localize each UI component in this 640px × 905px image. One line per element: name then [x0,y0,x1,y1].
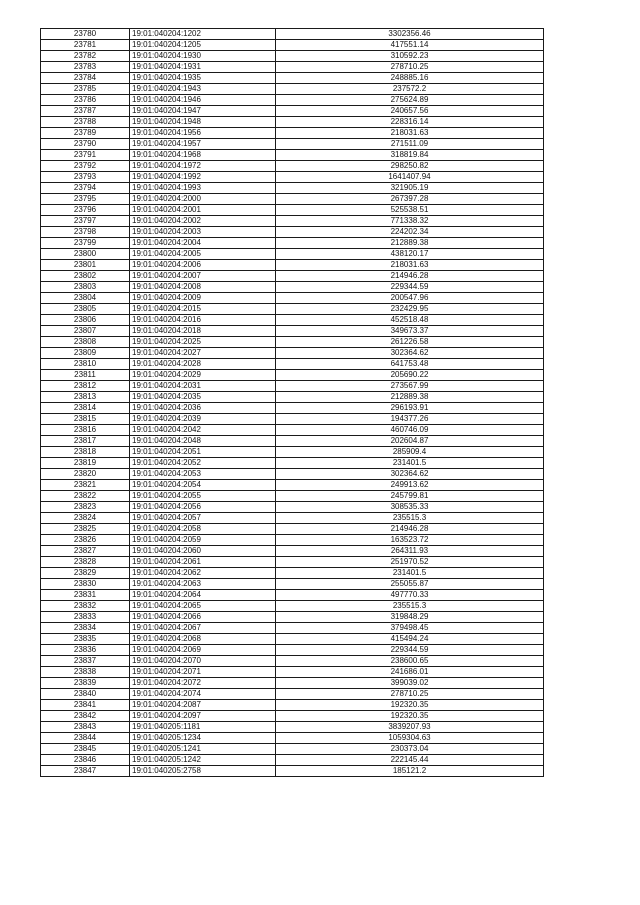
row-number-cell: 23828 [41,557,130,568]
value-cell: 3302356.46 [276,29,544,40]
table-row [41,700,544,711]
cadastral-number-cell: 19:01:040204:2028 [130,359,276,370]
table-row [41,62,544,73]
table-row [41,348,544,359]
row-number-cell: 23845 [41,744,130,755]
table-row [41,502,544,513]
table-row [41,183,544,194]
table-row [41,623,544,634]
cadastral-number-cell: 19:01:040204:2031 [130,381,276,392]
row-number-cell: 23811 [41,370,130,381]
row-number-cell: 23782 [41,51,130,62]
table-row [41,425,544,436]
cadastral-number-cell: 19:01:040204:2053 [130,469,276,480]
value-cell: 235515.3 [276,513,544,524]
table-row [41,95,544,106]
table-row [41,282,544,293]
table-body [41,29,544,777]
value-cell: 218031.63 [276,260,544,271]
row-number-cell: 23843 [41,722,130,733]
cadastral-number-cell: 19:01:040204:1943 [130,84,276,95]
table-row [41,557,544,568]
row-number-cell: 23829 [41,568,130,579]
row-number-cell: 23790 [41,139,130,150]
row-number-cell: 23836 [41,645,130,656]
row-number-cell: 23824 [41,513,130,524]
row-number-cell: 23832 [41,601,130,612]
value-cell: 310592.23 [276,51,544,62]
cadastral-number-cell: 19:01:040204:2068 [130,634,276,645]
cadastral-number-cell: 19:01:040204:1946 [130,95,276,106]
table-row [41,29,544,40]
table-row [41,315,544,326]
value-cell: 525538.51 [276,205,544,216]
cadastral-number-cell: 19:01:040204:1992 [130,172,276,183]
value-cell: 194377.26 [276,414,544,425]
table-row [41,447,544,458]
cadastral-number-cell: 19:01:040205:2758 [130,766,276,777]
row-number-cell: 23801 [41,260,130,271]
cadastral-number-cell: 19:01:040204:1956 [130,128,276,139]
cadastral-number-cell: 19:01:040204:2069 [130,645,276,656]
value-cell: 308535.33 [276,502,544,513]
table-row [41,293,544,304]
table-row [41,51,544,62]
table-row [41,645,544,656]
row-number-cell: 23826 [41,535,130,546]
value-cell: 285909.4 [276,447,544,458]
value-cell: 200547.96 [276,293,544,304]
cadastral-number-cell: 19:01:040204:1968 [130,150,276,161]
table-row [41,260,544,271]
value-cell: 267397.28 [276,194,544,205]
row-number-cell: 23780 [41,29,130,40]
row-number-cell: 23825 [41,524,130,535]
table-row [41,722,544,733]
cadastral-number-cell: 19:01:040204:1931 [130,62,276,73]
cadastral-number-cell: 19:01:040205:1234 [130,733,276,744]
table-row [41,172,544,183]
table-row [41,227,544,238]
value-cell: 296193.91 [276,403,544,414]
row-number-cell: 23781 [41,40,130,51]
cadastral-number-cell: 19:01:040204:2060 [130,546,276,557]
value-cell: 231401.5 [276,458,544,469]
value-cell: 163523.72 [276,535,544,546]
row-number-cell: 23841 [41,700,130,711]
value-cell: 417551.14 [276,40,544,51]
value-cell: 248885.16 [276,73,544,84]
row-number-cell: 23792 [41,161,130,172]
cadastral-number-cell: 19:01:040205:1241 [130,744,276,755]
value-cell: 214946.28 [276,271,544,282]
value-cell: 255055.87 [276,579,544,590]
cadastral-number-cell: 19:01:040204:2036 [130,403,276,414]
row-number-cell: 23833 [41,612,130,623]
row-number-cell: 23839 [41,678,130,689]
value-cell: 261226.58 [276,337,544,348]
row-number-cell: 23784 [41,73,130,84]
row-number-cell: 23830 [41,579,130,590]
table-row [41,667,544,678]
value-cell: 241686.01 [276,667,544,678]
cadastral-number-cell: 19:01:040204:2004 [130,238,276,249]
value-cell: 212889.38 [276,238,544,249]
value-cell: 1641407.94 [276,172,544,183]
row-number-cell: 23842 [41,711,130,722]
cadastral-number-cell: 19:01:040204:2061 [130,557,276,568]
cadastral-number-cell: 19:01:040204:2008 [130,282,276,293]
row-number-cell: 23822 [41,491,130,502]
cadastral-number-cell: 19:01:040204:2007 [130,271,276,282]
row-number-cell: 23835 [41,634,130,645]
table-row [41,414,544,425]
table-row [41,590,544,601]
row-number-cell: 23815 [41,414,130,425]
value-cell: 275624.89 [276,95,544,106]
table-row [41,634,544,645]
cadastral-number-cell: 19:01:040204:2065 [130,601,276,612]
row-number-cell: 23834 [41,623,130,634]
table-row [41,304,544,315]
value-cell: 228316.14 [276,117,544,128]
value-cell: 415494.24 [276,634,544,645]
row-number-cell: 23820 [41,469,130,480]
row-number-cell: 23840 [41,689,130,700]
value-cell: 641753.48 [276,359,544,370]
cadastral-number-cell: 19:01:040204:2059 [130,535,276,546]
cadastral-number-cell: 19:01:040204:1935 [130,73,276,84]
row-number-cell: 23793 [41,172,130,183]
cadastral-number-cell: 19:01:040204:2062 [130,568,276,579]
cadastral-number-cell: 19:01:040204:2056 [130,502,276,513]
row-number-cell: 23805 [41,304,130,315]
table-row [41,106,544,117]
table-row [41,271,544,282]
row-number-cell: 23783 [41,62,130,73]
value-cell: 229344.59 [276,645,544,656]
table-row [41,546,544,557]
row-number-cell: 23804 [41,293,130,304]
value-cell: 229344.59 [276,282,544,293]
cadastral-number-cell: 19:01:040204:2006 [130,260,276,271]
cadastral-number-cell: 19:01:040205:1181 [130,722,276,733]
row-number-cell: 23796 [41,205,130,216]
table-row [41,403,544,414]
value-cell: 278710.25 [276,689,544,700]
table-row [41,491,544,502]
cadastral-number-cell: 19:01:040204:2067 [130,623,276,634]
cadastral-number-cell: 19:01:040204:1993 [130,183,276,194]
table-row [41,392,544,403]
row-number-cell: 23803 [41,282,130,293]
value-cell: 238600.65 [276,656,544,667]
row-number-cell: 23818 [41,447,130,458]
value-cell: 298250.82 [276,161,544,172]
row-number-cell: 23808 [41,337,130,348]
cadastral-number-cell: 19:01:040204:2005 [130,249,276,260]
table-row [41,161,544,172]
row-number-cell: 23785 [41,84,130,95]
table-row [41,359,544,370]
table-row [41,469,544,480]
value-cell: 497770.33 [276,590,544,601]
cadastral-number-cell: 19:01:040204:2001 [130,205,276,216]
table-row [41,326,544,337]
row-number-cell: 23807 [41,326,130,337]
value-cell: 302364.62 [276,469,544,480]
table-row [41,733,544,744]
cadastral-number-cell: 19:01:040204:2029 [130,370,276,381]
table-row [41,656,544,667]
value-cell: 218031.63 [276,128,544,139]
row-number-cell: 23797 [41,216,130,227]
row-number-cell: 23821 [41,480,130,491]
cadastral-number-cell: 19:01:040204:2003 [130,227,276,238]
cadastral-number-cell: 19:01:040204:2071 [130,667,276,678]
row-number-cell: 23846 [41,755,130,766]
row-number-cell: 23817 [41,436,130,447]
table-row [41,238,544,249]
cadastral-number-cell: 19:01:040204:2018 [130,326,276,337]
cadastral-number-cell: 19:01:040204:2015 [130,304,276,315]
cadastral-number-cell: 19:01:040204:1972 [130,161,276,172]
cadastral-number-cell: 19:01:040204:2064 [130,590,276,601]
cadastral-number-cell: 19:01:040204:2072 [130,678,276,689]
cadastral-number-cell: 19:01:040204:2058 [130,524,276,535]
value-cell: 460746.09 [276,425,544,436]
value-cell: 379498.45 [276,623,544,634]
value-cell: 230373.04 [276,744,544,755]
row-number-cell: 23838 [41,667,130,678]
table-row [41,612,544,623]
row-number-cell: 23847 [41,766,130,777]
value-cell: 222145.44 [276,755,544,766]
row-number-cell: 23813 [41,392,130,403]
value-cell: 271511.09 [276,139,544,150]
value-cell: 192320.35 [276,700,544,711]
row-number-cell: 23791 [41,150,130,161]
table-row [41,458,544,469]
value-cell: 438120.17 [276,249,544,260]
table-row [41,480,544,491]
value-cell: 264311.93 [276,546,544,557]
table-row [41,579,544,590]
cadastral-number-cell: 19:01:040204:2000 [130,194,276,205]
value-cell: 212889.38 [276,392,544,403]
row-number-cell: 23787 [41,106,130,117]
value-cell: 251970.52 [276,557,544,568]
value-cell: 249913.62 [276,480,544,491]
cadastral-number-cell: 19:01:040204:2016 [130,315,276,326]
value-cell: 202604.87 [276,436,544,447]
cadastral-number-cell: 19:01:040204:2035 [130,392,276,403]
table-row [41,194,544,205]
table-row [41,370,544,381]
cadastral-number-cell: 19:01:040204:2009 [130,293,276,304]
row-number-cell: 23812 [41,381,130,392]
row-number-cell: 23809 [41,348,130,359]
table-row [41,381,544,392]
table-row [41,744,544,755]
cadastral-number-cell: 19:01:040204:2055 [130,491,276,502]
row-number-cell: 23786 [41,95,130,106]
value-cell: 224202.34 [276,227,544,238]
value-cell: 240657.56 [276,106,544,117]
table-row [41,568,544,579]
cadastral-number-cell: 19:01:040204:2048 [130,436,276,447]
row-number-cell: 23794 [41,183,130,194]
value-cell: 321905.19 [276,183,544,194]
table-row [41,711,544,722]
table-row [41,436,544,447]
table-row [41,524,544,535]
cadastral-number-cell: 19:01:040204:2063 [130,579,276,590]
table-row [41,128,544,139]
value-cell: 237572.2 [276,84,544,95]
value-cell: 319848.29 [276,612,544,623]
row-number-cell: 23816 [41,425,130,436]
value-cell: 399039.02 [276,678,544,689]
cadastral-number-cell: 19:01:040204:2057 [130,513,276,524]
cadastral-number-cell: 19:01:040204:2066 [130,612,276,623]
value-cell: 318819.84 [276,150,544,161]
cadastral-number-cell: 19:01:040204:2039 [130,414,276,425]
table-row [41,337,544,348]
row-number-cell: 23788 [41,117,130,128]
cadastral-number-cell: 19:01:040204:1202 [130,29,276,40]
value-cell: 771338.32 [276,216,544,227]
row-number-cell: 23823 [41,502,130,513]
row-number-cell: 23814 [41,403,130,414]
value-cell: 245799.81 [276,491,544,502]
table-row [41,249,544,260]
row-number-cell: 23844 [41,733,130,744]
cadastral-number-cell: 19:01:040204:1957 [130,139,276,150]
value-cell: 205690.22 [276,370,544,381]
table-row [41,689,544,700]
cadastral-number-cell: 19:01:040204:2025 [130,337,276,348]
value-cell: 302364.62 [276,348,544,359]
row-number-cell: 23800 [41,249,130,260]
row-number-cell: 23799 [41,238,130,249]
cadastral-number-cell: 19:01:040204:2027 [130,348,276,359]
value-cell: 235515.3 [276,601,544,612]
row-number-cell: 23806 [41,315,130,326]
row-number-cell: 23789 [41,128,130,139]
row-number-cell: 23827 [41,546,130,557]
table-row [41,117,544,128]
row-number-cell: 23810 [41,359,130,370]
table-row [41,40,544,51]
cadastral-number-cell: 19:01:040204:2087 [130,700,276,711]
value-cell: 349673.37 [276,326,544,337]
row-number-cell: 23819 [41,458,130,469]
row-number-cell: 23831 [41,590,130,601]
value-cell: 273567.99 [276,381,544,392]
table-row [41,205,544,216]
value-cell: 185121.2 [276,766,544,777]
cadastral-number-cell: 19:01:040205:1242 [130,755,276,766]
cadastral-number-cell: 19:01:040204:2074 [130,689,276,700]
value-cell: 192320.35 [276,711,544,722]
value-cell: 232429.95 [276,304,544,315]
table-row [41,601,544,612]
value-cell: 214946.28 [276,524,544,535]
row-number-cell: 23802 [41,271,130,282]
value-cell: 452518.48 [276,315,544,326]
cadastral-value-table [40,28,544,777]
cadastral-number-cell: 19:01:040204:1205 [130,40,276,51]
table-row [41,73,544,84]
table-row [41,139,544,150]
cadastral-number-cell: 19:01:040204:2051 [130,447,276,458]
row-number-cell: 23837 [41,656,130,667]
table-row [41,150,544,161]
cadastral-number-cell: 19:01:040204:2070 [130,656,276,667]
cadastral-number-cell: 19:01:040204:2052 [130,458,276,469]
table-row [41,755,544,766]
cadastral-number-cell: 19:01:040204:1948 [130,117,276,128]
table-row [41,535,544,546]
value-cell: 231401.5 [276,568,544,579]
value-cell: 1059304.63 [276,733,544,744]
row-number-cell: 23795 [41,194,130,205]
table-row [41,216,544,227]
cadastral-number-cell: 19:01:040204:2042 [130,425,276,436]
table-row [41,84,544,95]
row-number-cell: 23798 [41,227,130,238]
cadastral-number-cell: 19:01:040204:1930 [130,51,276,62]
table-row [41,766,544,777]
table-row [41,678,544,689]
table-row [41,513,544,524]
cadastral-number-cell: 19:01:040204:2002 [130,216,276,227]
cadastral-number-cell: 19:01:040204:1947 [130,106,276,117]
cadastral-number-cell: 19:01:040204:2097 [130,711,276,722]
cadastral-number-cell: 19:01:040204:2054 [130,480,276,491]
value-cell: 3839207.93 [276,722,544,733]
value-cell: 278710.25 [276,62,544,73]
